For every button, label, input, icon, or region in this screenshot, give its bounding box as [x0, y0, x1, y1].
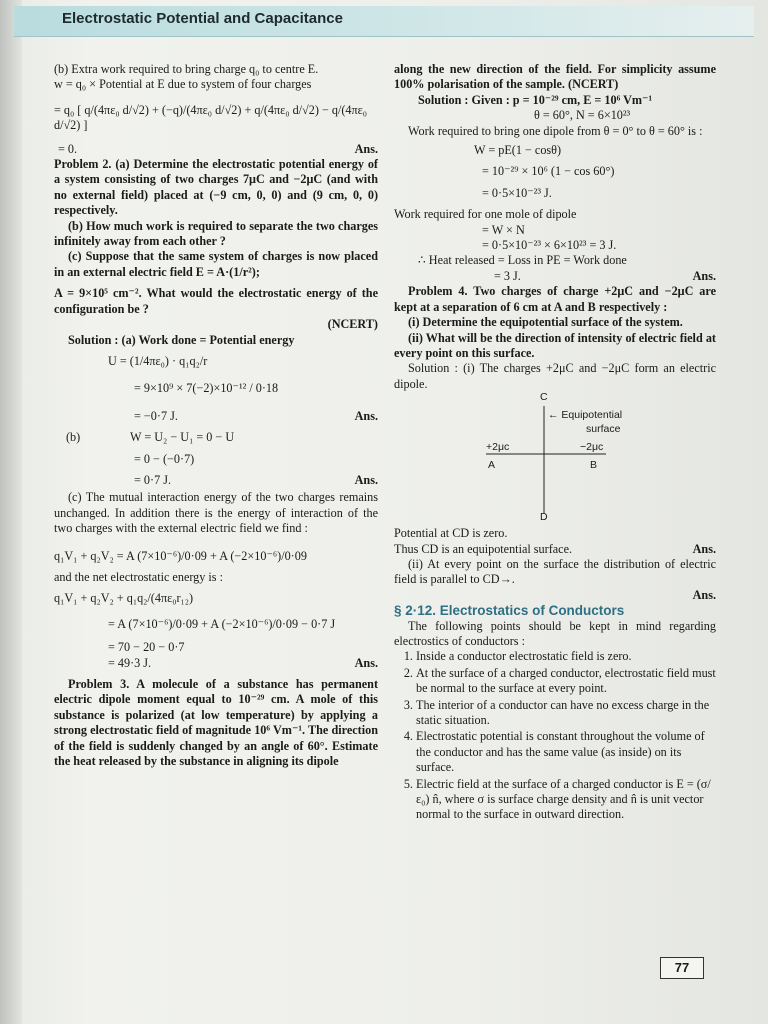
answer-label: Ans.: [354, 408, 378, 423]
minus-charge-label: −2μc: [580, 441, 604, 454]
point-c-label: C: [540, 391, 548, 404]
net-energy-intro: and the net electrostatic energy is :: [54, 569, 223, 584]
mole-work-formula: = W × N: [482, 222, 525, 237]
solution-4: Solution : (i) The charges +2μC and −2μC form an electric dipole.: [394, 361, 716, 391]
answer-label: Ans.: [692, 587, 716, 602]
answer-label: Ans.: [354, 141, 378, 156]
page-fold-shadow: [0, 0, 22, 1024]
answer-label: Ans.: [692, 268, 716, 283]
problem-4-i: (i) Determine the equipotential surface of the system.: [408, 315, 683, 330]
energy-formula: U = (1/4πε₀) · q₁q₂/r: [108, 353, 208, 368]
interaction-equation-2: q₁V₁ + q₂V₂ + q₁q₂/(4πε₀r₁₂): [54, 591, 194, 606]
plus-charge-label: +2μc: [486, 441, 510, 454]
part-b-intro: (b) Extra work required to bring charge q₀ to centre E.: [54, 62, 319, 76]
part-b-label: (b): [66, 430, 81, 445]
heat-result-row: [394, 269, 716, 284]
problem-2-c: (c) Suppose that the same system of charges is now placed in an external electric field E = A·(1/r²);: [54, 249, 378, 279]
part-b-work: w = q₀ × Potential at E due to system of four charges: [54, 77, 312, 92]
surface-label: surface: [586, 423, 621, 436]
thus-row: [394, 542, 716, 557]
mole-work-intro: Work required for one mole of dipole: [394, 207, 577, 222]
point-a-label: A: [488, 459, 496, 472]
work-per-dipole: = 0·5×10⁻²³ J.: [482, 185, 552, 200]
work-substitution: = 10⁻²⁹ × 10⁶ (1 − cos 60°): [482, 164, 615, 179]
solution-a: Solution : (a) Work done = Potential energy: [68, 332, 295, 347]
interaction-equation-4: = 70 − 20 − 0·7: [108, 640, 185, 655]
work-intro: Work required to bring one dipole from θ = 0° to θ = 60° is :: [408, 123, 703, 138]
part-b-result-row: [54, 142, 378, 157]
work-equation: W = U₂ − U₁ = 0 − U: [130, 430, 235, 445]
mole-work-result: = 0·5×10⁻²³ × 6×10²³ = 3 J.: [482, 238, 617, 253]
page-number: 77: [660, 957, 704, 979]
part-b-result: = 0.: [58, 141, 78, 156]
answer-label: Ans.: [354, 655, 378, 670]
work-row: [54, 430, 378, 445]
energy-result: = −0·7 J.: [134, 408, 178, 423]
point-b-label: B: [590, 459, 598, 472]
thus-text: Thus CD is an equipotential surface.: [394, 541, 573, 556]
left-column: [54, 62, 378, 769]
dipole-diagram: [394, 391, 716, 524]
heat-result: = 3 J.: [494, 268, 521, 283]
equipotential-label: ← Equipotential: [548, 409, 623, 422]
given-values: θ = 60°, N = 6×10²³: [534, 108, 631, 123]
work-formula: W = pE(1 − cosθ): [474, 143, 562, 158]
list-item: 5. Electric field at the surface of a charged conductor is E = (σ/ε₀) n̂, where σ is surface charge density and n̂ is unit vector normal to the surface in outward direction.: [416, 777, 716, 823]
energy-result-row: [54, 409, 378, 424]
interaction-equation-3: = A (7×10⁻⁶)/0·09 + A (−2×10⁻⁶)/0·09 − 0·7 J: [108, 616, 336, 631]
problem-4-ii: (ii) What will be the direction of intensity of electric field at every point on this surface.: [394, 330, 716, 360]
interaction-result-row: [54, 656, 378, 671]
list-item: 4. Electrostatic potential is constant throughout the volume of the conductor and has the same value (as inside) on its surface.: [416, 729, 716, 775]
heat-released: ∴ Heat released = Loss in PE = Work done: [418, 253, 627, 268]
solution-given: Solution : Given : p = 10⁻²⁹ cm, E = 10⁶ Vm⁻¹: [418, 92, 653, 107]
problem-4: Problem 4. Two charges of charge +2μC and −2μC are kept at a separation of 6 cm at A and B respectively :: [394, 284, 716, 314]
list-item: 1. Inside a conductor electrostatic field is zero.: [416, 649, 716, 664]
chapter-header: [14, 6, 754, 37]
problem-3: Problem 3. A molecule of a substance has permanent electric dipole moment equal to 10⁻²⁹ cm. A mole of this substance is polarized (at low temperature) by applying a strong electrostatic field of magnitude 10⁶ Vm⁻¹. The direction of the field is suddenly changed by an angle of 60°. Estimate the heat released by the substance in aligning its dipole: [54, 677, 378, 769]
section-intro: The following points should be kept in mind regarding electrostics of conductors :: [394, 618, 716, 648]
potential-cd: Potential at CD is zero.: [394, 526, 508, 541]
part-c-text: (c) The mutual interaction energy of the two charges remains unchanged. In addition there is the energy of interaction of the two charges with the external electric field we find :: [54, 490, 378, 536]
part-ii-text: (ii) At every point on the surface the distribution of electric field is parallel to CD→.: [394, 556, 716, 587]
work-equation-2: = 0 − (−0·7): [134, 451, 195, 466]
list-item: 3. The interior of a conductor can have no excess charge in the static situation.: [416, 698, 716, 729]
work-result: = 0·7 J.: [134, 472, 172, 487]
problem-2-a: Problem 2. (a) Determine the electrostatic potential energy of a system consisting of two charges 7μC and −2μC (and with no external field) placed at (−9 cm, 0, 0) and (9 cm, 0, 0) respectively.: [54, 157, 378, 218]
list-item: 2. At the surface of a charged conductor, electrostatic field must be normal to the surface at every point.: [416, 666, 716, 697]
problem-2-b: (b) How much work is required to separate the two charges infinitely away from each other ?: [54, 218, 378, 249]
chapter-title: Electrostatic Potential and Capacitance: [62, 10, 343, 27]
interaction-equation-1: q₁V₁ + q₂V₂ = A (7×10⁻⁶)/0·09 + A (−2×10⁻⁶)/0·09: [54, 548, 307, 563]
interaction-result: = 49·3 J.: [108, 655, 152, 670]
ncert-tag: (NCERT): [327, 317, 378, 332]
problem-3-cont: along the new direction of the field. For simplicity assume 100% polarisation of the sample. (NCERT): [394, 62, 716, 92]
answer-label: Ans.: [354, 472, 378, 487]
answer-label: Ans.: [692, 541, 716, 556]
energy-substitution: = 9×10⁹ × 7(−2)×10⁻¹² / 0·18: [134, 381, 279, 396]
right-column: [394, 62, 716, 824]
work-result-row: [54, 473, 378, 488]
point-d-label: D: [540, 511, 548, 524]
part-b-equation: = q₀ [ q/(4πε₀ d/√2) + (−q)/(4πε₀ d/√2) + q/(4πε₀ d/√2) − q/(4πε₀ d/√2) ]: [54, 102, 368, 133]
section-title: § 2·12. Electrostatics of Conductors: [394, 603, 625, 619]
problem-2-c-cont: A = 9×10⁵ cm⁻². What would the electrostatic energy of the configuration be ?: [54, 286, 378, 316]
conductor-points-list: [394, 649, 716, 822]
